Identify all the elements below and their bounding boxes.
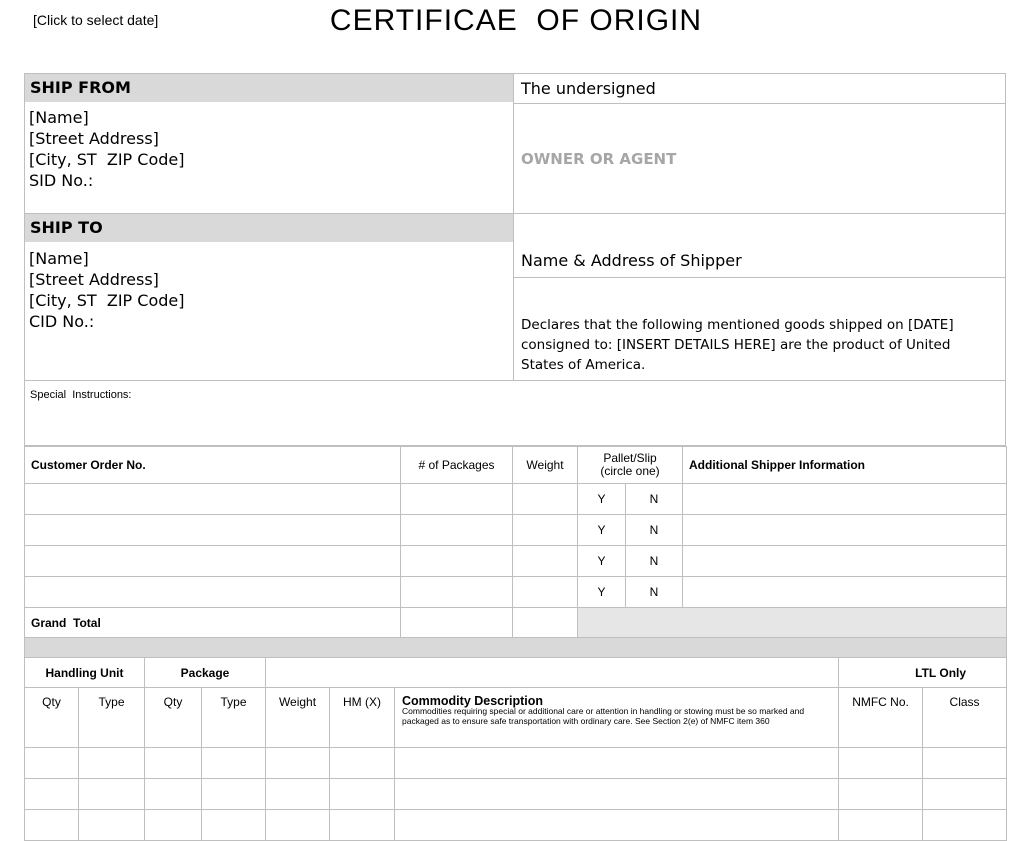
table-row — [25, 484, 1007, 515]
weight-header: Weight — [513, 447, 578, 484]
customer-order-cell[interactable] — [25, 577, 401, 608]
ship-from-street[interactable]: [Street Address] — [29, 129, 159, 148]
weight-cell[interactable] — [513, 515, 578, 546]
cell[interactable] — [79, 779, 145, 810]
pallet-slip-header — [578, 447, 683, 484]
grand-total-weight[interactable] — [513, 608, 578, 638]
cell[interactable] — [202, 810, 266, 841]
customer-order-table — [24, 446, 1007, 658]
hm-header: HM (X) — [330, 688, 395, 748]
grand-total-label: Grand Total — [25, 608, 401, 638]
table-row — [25, 810, 1007, 841]
ship-from-sid[interactable]: SID No.: — [29, 171, 94, 190]
cell[interactable] — [266, 779, 330, 810]
weight-header: Weight — [266, 688, 330, 748]
table-row — [25, 577, 1007, 608]
customer-order-cell[interactable] — [25, 484, 401, 515]
weight-cell[interactable] — [513, 546, 578, 577]
commodity-note: Commodities requiring special or additional care or attention in handling or stowing must be so marked and packaged as to ensure safe transportation with ordinary care. See Section 2(e) of NMFC item 360 — [402, 706, 805, 726]
additional-info-cell[interactable] — [683, 577, 1007, 608]
pkg-type-header: Type — [202, 688, 266, 748]
cell[interactable] — [145, 779, 202, 810]
group-header-spacer — [266, 658, 839, 688]
customer-order-header: Customer Order No. — [25, 447, 401, 484]
ship-from-address[interactable] — [25, 103, 513, 213]
cell[interactable] — [202, 748, 266, 779]
ship-to-street[interactable]: [Street Address] — [29, 270, 159, 289]
ship-to-name[interactable]: [Name] — [29, 249, 89, 268]
special-instructions-label: Special Instructions: — [30, 389, 132, 401]
cell[interactable] — [330, 748, 395, 779]
pallet-yes[interactable]: Y — [578, 546, 626, 577]
ship-from-city[interactable]: [City, ST ZIP Code] — [29, 150, 185, 169]
column-header-row — [25, 688, 1007, 748]
hu-qty-header: Qty — [25, 688, 79, 748]
ship-to-heading: SHIP TO — [25, 214, 513, 242]
table-row — [25, 779, 1007, 810]
cell[interactable] — [839, 748, 923, 779]
cell[interactable] — [923, 748, 1007, 779]
additional-info-header: Additional Shipper Information — [683, 447, 1007, 484]
row-divider — [25, 213, 1005, 214]
carrier-table — [24, 657, 1007, 841]
shipper-label: Name & Address of Shipper — [521, 251, 742, 270]
ship-to-cid[interactable]: CID No.: — [29, 312, 95, 331]
row-divider — [513, 103, 1005, 104]
table-row — [25, 546, 1007, 577]
undersigned-label: The undersigned — [521, 79, 656, 98]
additional-info-cell[interactable] — [683, 515, 1007, 546]
cell[interactable] — [266, 748, 330, 779]
hu-type-header: Type — [79, 688, 145, 748]
packages-cell[interactable] — [401, 484, 513, 515]
cell[interactable] — [330, 779, 395, 810]
ship-from-name[interactable]: [Name] — [29, 108, 89, 127]
packages-cell[interactable] — [401, 577, 513, 608]
pallet-yes[interactable]: Y — [578, 484, 626, 515]
ltl-only-header: LTL Only — [839, 658, 1007, 688]
pallet-no[interactable]: N — [626, 577, 683, 608]
address-declaration-block — [24, 73, 1006, 381]
commodity-title: Commodity Description — [402, 694, 544, 708]
table-header-row — [25, 447, 1007, 484]
cell[interactable] — [395, 810, 839, 841]
cell[interactable] — [839, 810, 923, 841]
row-divider — [513, 277, 1005, 278]
ship-from-heading: SHIP FROM — [25, 74, 513, 102]
owner-or-agent[interactable]: OWNER OR AGENT — [521, 150, 677, 168]
cell[interactable] — [79, 748, 145, 779]
cell[interactable] — [395, 748, 839, 779]
column-divider — [513, 74, 514, 380]
special-instructions[interactable] — [24, 380, 1006, 446]
cell[interactable] — [266, 810, 330, 841]
pallet-no[interactable]: N — [626, 515, 683, 546]
packages-cell[interactable] — [401, 515, 513, 546]
additional-info-cell[interactable] — [683, 546, 1007, 577]
cell[interactable] — [79, 810, 145, 841]
cell[interactable] — [25, 810, 79, 841]
pallet-yes[interactable]: Y — [578, 577, 626, 608]
cell[interactable] — [25, 748, 79, 779]
grand-total-shaded — [578, 608, 1007, 638]
grand-total-packages[interactable] — [401, 608, 513, 638]
additional-info-cell[interactable] — [683, 484, 1007, 515]
circle-one-label: (circle one) — [600, 464, 660, 478]
grand-total-row — [25, 608, 1007, 638]
cell[interactable] — [923, 810, 1007, 841]
cell[interactable] — [839, 779, 923, 810]
cell[interactable] — [330, 810, 395, 841]
date-picker[interactable]: [Click to select date] — [33, 12, 159, 28]
cell[interactable] — [202, 779, 266, 810]
ship-to-city[interactable]: [City, ST ZIP Code] — [29, 291, 185, 310]
separator-band-cell — [25, 638, 1007, 658]
packages-header: # of Packages — [401, 447, 513, 484]
packages-cell[interactable] — [401, 546, 513, 577]
cell[interactable] — [923, 779, 1007, 810]
commodity-header — [395, 688, 839, 748]
separator-band — [25, 638, 1007, 658]
cell[interactable] — [145, 810, 202, 841]
handling-unit-header: Handling Unit — [25, 658, 145, 688]
declaration-statement: Declares that the following mentioned goods shipped on [DATE] consigned to: [INSERT DETAILS HERE] are the product of United States of America. — [521, 317, 954, 373]
pallet-slip-label: Pallet/Slip — [603, 451, 657, 465]
nmfc-header: NMFC No. — [839, 688, 923, 748]
pallet-no[interactable]: N — [626, 484, 683, 515]
cell[interactable] — [145, 748, 202, 779]
pkg-qty-header: Qty — [145, 688, 202, 748]
weight-cell[interactable] — [513, 577, 578, 608]
class-header: Class — [923, 688, 1007, 748]
weight-cell[interactable] — [513, 484, 578, 515]
cell[interactable] — [395, 779, 839, 810]
customer-order-cell[interactable] — [25, 515, 401, 546]
pallet-no[interactable]: N — [626, 546, 683, 577]
row-divider — [25, 242, 513, 243]
cell[interactable] — [25, 779, 79, 810]
group-header-row — [25, 658, 1007, 688]
pallet-yes[interactable]: Y — [578, 515, 626, 546]
package-header: Package — [145, 658, 266, 688]
table-row — [25, 748, 1007, 779]
page-title — [0, 4, 1024, 38]
customer-order-cell[interactable] — [25, 546, 401, 577]
ship-to-address[interactable] — [25, 244, 513, 380]
table-row — [25, 515, 1007, 546]
page-title-text: CERTIFICAE OF ORIGIN — [329, 4, 703, 37]
